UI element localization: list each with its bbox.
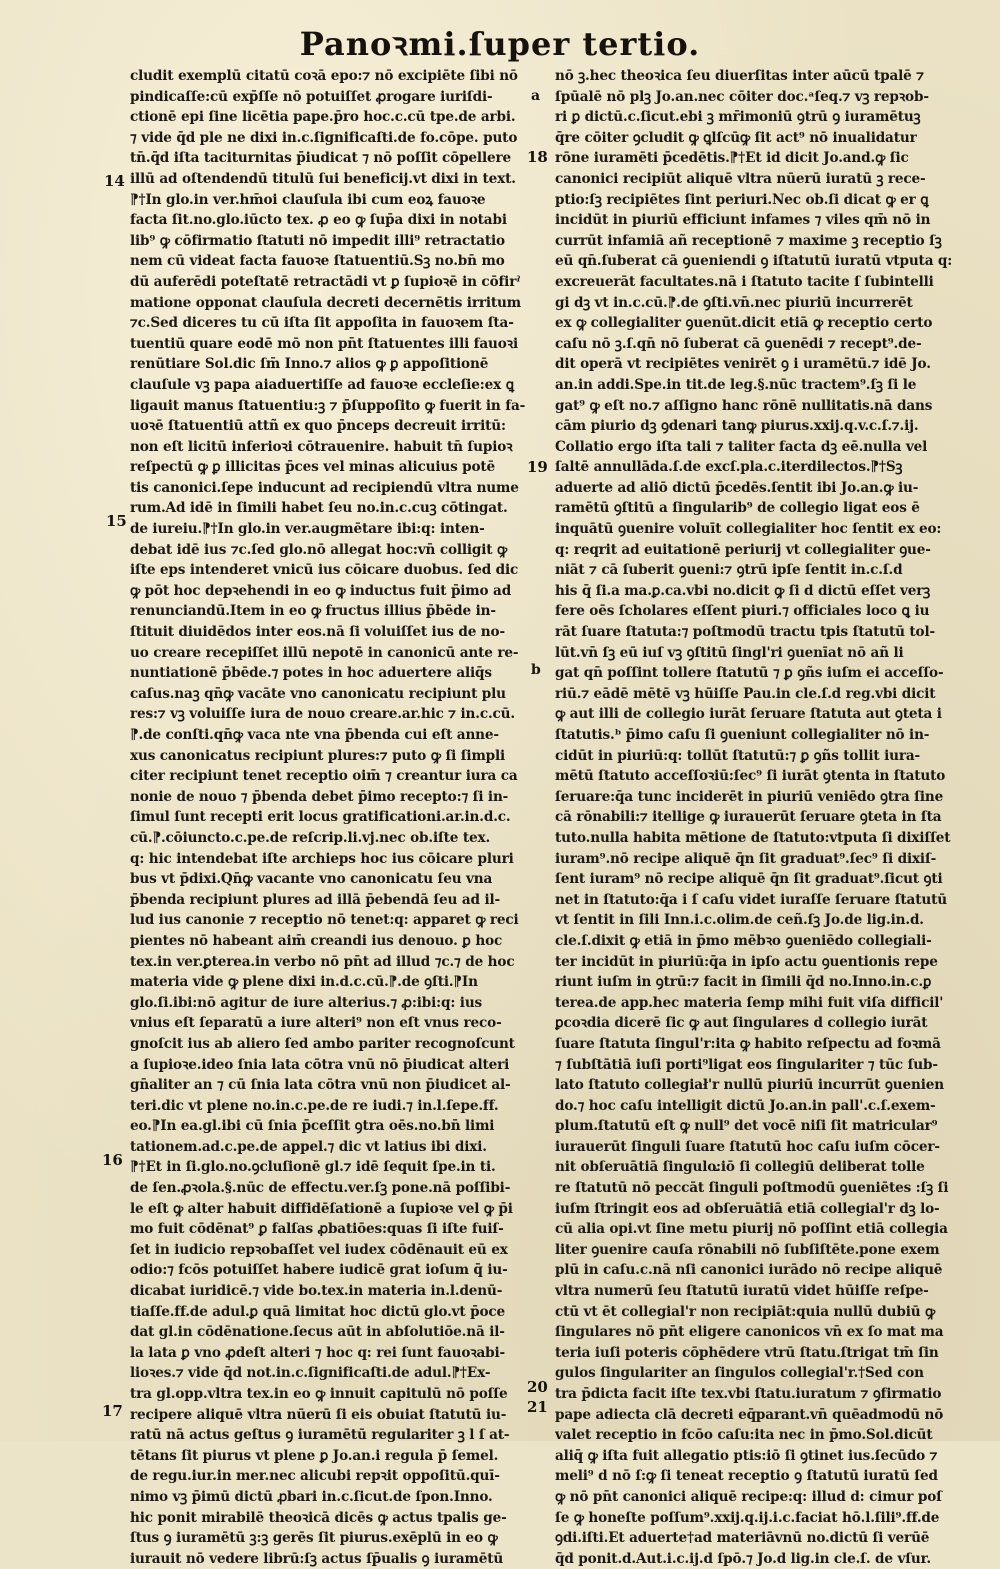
text-line: gat qn̄ poſſint tollere ſtatutū ⁊ ꝑ ꝯñs iuſm ei acceſſo- bbox=[555, 665, 944, 682]
text-line: rōne iuramēti p̄cedētis.⁋†Et id dicit Jo.and.ꝙ ſic bbox=[555, 150, 909, 167]
text-line: pientes nō habeant aim̄ creandi ius denouo. ꝑ hoc bbox=[130, 932, 503, 949]
text-line: teria iuſi poteris cōphēdere vtrū ſtatu.ſtrigat tm̄ ſin bbox=[555, 1344, 939, 1361]
text-line: materia vide ꝙ plene dixi in.d.c.cū.⁋.de ꝯſti.⁋In bbox=[130, 974, 478, 991]
text-line: uo creare recepiſſet illū nepotē in canonicū ante re- bbox=[130, 644, 519, 661]
text-line: renunciandū.Item in eo ꝙ fructus illius p̄bēde in- bbox=[130, 603, 496, 620]
text-line: matione opponat clauſula decreti decernētis irritum bbox=[130, 294, 521, 311]
text-line: reſpectū ꝙ ꝑ illicitas p̄ces vel minas alicuius potē bbox=[130, 459, 496, 476]
text-line: p̄benda recipiunt plures ad illā p̄ebendā ſeu ad il- bbox=[130, 891, 500, 908]
text-line: ⁊ vide q̄d ple ne dixi in.c.ſignificaſti.de fo.cōpe. puto bbox=[130, 129, 518, 146]
text-line: illū ad oſtendendū titulū ſui beneficij.vt dixi in text. bbox=[130, 170, 516, 187]
text-line: gnoſcit ius ab aliero ſed ambo pariter recognoſcunt bbox=[130, 1035, 515, 1052]
text-line: non eſt licitū inferioꝛi cōtrauenire. habuit tn̄ ſupioꝛ bbox=[130, 438, 513, 455]
text-line: ꝯdi.iſti.Et aduerte†ad materiāvnū no.dictū ſi verūē bbox=[555, 1530, 930, 1547]
text-line: facta ſit.no.glo.iūcto tex. ꝓ eo ꝙ ſup̄a dixi in notabi bbox=[130, 212, 507, 229]
text-line: lūt.vn̄ ſꝫ eū iuſ vꝫ ꝯſtitū ſingl'ri ꝯuenīat nō añ li bbox=[555, 644, 904, 661]
text-line: dicabat iuridicē.⁊ vide bo.tex.in materia in.l.denū- bbox=[130, 1283, 503, 1300]
text-line: ꝙ aut illi de collegio iurāt ſeruare ſtatuta aut ꝯteta i bbox=[555, 706, 942, 723]
margin-number-16: 16 bbox=[102, 1151, 123, 1169]
text-line: excreuerāt facultates.nā i ſtatuto tacite ſ ſubintelli bbox=[555, 273, 934, 290]
text-line: lioꝛes.⁊ vide q̄d not.in.c.ſignificaſti.de adul.⁋†Ex- bbox=[130, 1365, 491, 1382]
text-line: terea.de app.hec materia ſemp mihi fuit viſa difficil' bbox=[555, 994, 944, 1011]
margin-number-17: 17 bbox=[102, 1402, 123, 1420]
text-line: tis canonici.ſepe inducunt ad recipiendū vltra nume bbox=[130, 479, 519, 496]
text-line: tra gl.opp.vltra tex.in eo ꝙ innuit capitulū nō poſſe bbox=[130, 1386, 508, 1402]
text-line: debat idē ius ⁊c.ſed glo.nō allegat hoc:vn̄ colligit ꝙ bbox=[130, 541, 508, 558]
text-line: de ſen.ꝓꝛola.§.nūc de effectu.ver.ſꝫ pone.nā poſſibi- bbox=[130, 1180, 511, 1197]
text-line: liter ꝯuenire cauſa rōnabili nō ſubſiſtēte.pone exem bbox=[555, 1241, 940, 1258]
text-line: nem cū videat facta fauoꝛe ſtatuentiū.Sꝫ no.bn̄ mo bbox=[130, 253, 505, 270]
text-line: rum.Ad idē in ſimili habet ſeu no.in.c.cuꝫ cōtingat. bbox=[130, 500, 508, 517]
text-line: canonici recipiūt aliquē vltra nūerū iuratū ꝫ rece- bbox=[555, 170, 926, 187]
text-line: nimo vꝫ p̄imū dictū ꝓbari in.c.ſicut.de ſpon.Inno. bbox=[130, 1488, 493, 1505]
text-line: incidūt in piuriū efficiunt infames ⁊ viles qm̄ nō in bbox=[555, 212, 931, 229]
margin-number-14: 14 bbox=[104, 172, 125, 190]
text-line: bus vt p̄dixi.Qn̄ꝙ vacante vno canonicatu ſeu vna bbox=[130, 871, 493, 888]
text-line: cā rōnabili:⁊ itellige ꝙ iurauerūt ſeruare ꝯteta in ſta bbox=[555, 809, 942, 826]
text-line: tex.in ver.ꝑterea.in verbo nō pn̄t ad illud ⁊c.⁊ de hoc bbox=[130, 953, 515, 970]
text-line: hic ponit mirabilē theoꝛicā dicēs ꝙ actus tpalis ge- bbox=[130, 1509, 507, 1526]
text-line: ⁋†In glo.in ver.hm̄oi clauſula ibi cum eoꝝ fauoꝛe bbox=[130, 191, 486, 208]
text-line: ptio:ſꝫ recipiētes ſint periuri.Nec ob.ſi dicat ꝙ er ꝗ bbox=[555, 191, 929, 208]
text-line: odio:⁊ fcōs potuiſſet habere iudicē grat ioſum q̄ iu- bbox=[130, 1262, 508, 1279]
text-line: tētans ſit piurus vt plene ꝑ Jo.an.i regula p̄ ſemel. bbox=[130, 1447, 499, 1464]
text-line: cle.ſ.dixit ꝙ etiā in p̄mo mēbꝛo ꝯueniēdo collegiali- bbox=[555, 932, 932, 949]
text-line: gn̄aliter an ⁊ cū ſnia lata cōtra vnū non p̄iudicet al- bbox=[130, 1077, 511, 1094]
text-line: q̄d ponit.d.Aut.i.c.ij.d ſpō.⁊ Jo.d lig.in cle.ſ. de vſur. bbox=[555, 1550, 931, 1567]
text-line: ctū vt ēt collegial'r non recipiāt:quia nullū dubiū ꝙ bbox=[555, 1303, 936, 1320]
margin-letter-a: a bbox=[531, 88, 541, 104]
text-line: dū auferēdi poteſtatē retractādi vt ꝑ ſupioꝛē in cōfirˀ bbox=[130, 273, 521, 290]
text-line: q: reqrit ad euitationē periurij vt collegialiter ꝯue- bbox=[555, 541, 931, 558]
text-line: tationem.ad.c.pe.de appel.⁊ dic vt latius ibi dixi. bbox=[130, 1138, 487, 1155]
text-line: iurauit nō vedere librū:ſꝫ actus ſp̄ualis ꝯ iuramētū bbox=[130, 1550, 504, 1567]
text-line: mētū ſtatuto acceſſoꝛiū:ſec⁹ ſi iurāt ꝯtenta in ſtatuto bbox=[555, 768, 946, 785]
text-line: ſaltē annullāda.ſ.de excſ.pla.c.iterdilectos.⁋†Sꝫ bbox=[555, 459, 903, 476]
text-line: ꝙ nō pn̄t canonici aliquē recipe:q: illud d: cimur poſ bbox=[555, 1488, 942, 1505]
text-line: de iureiu.⁋†In glo.in ver.augmētare ibi:q: inten- bbox=[130, 521, 485, 538]
text-line: de regu.iur.in mer.nec alicubi repꝛit oppoſitū.quī- bbox=[130, 1468, 500, 1485]
text-line: nō ꝫ.hec theoꝛica ſeu diuerſitas inter aūcū tpalē ⁊ bbox=[555, 68, 924, 84]
text-line: caſu nō ꝫ.ſ.qn̄ nō ſuberat cā ꝯuenēdi ⁊ recept⁹.de- bbox=[555, 335, 922, 352]
text-line: eo.⁋In ea.gl.ibi cū ſnia p̄ceſſit ꝯtra oēs.no.bn̄ limi bbox=[130, 1118, 495, 1135]
text-line: gat⁹ ꝙ eſt no.⁊ aſſigno hanc rōnē nullitatis.nā dans bbox=[555, 397, 933, 414]
text-line: nuntiationē p̄bēde.⁊ potes in hoc aduertere aliq̄s bbox=[130, 665, 492, 682]
text-line: q̄re cōiter ꝯcludit ꝙ ꝗlſcūꝙ ſit act⁹ nō inualidatur bbox=[555, 129, 917, 146]
text-line: gi dꝫ vt in.c.cū.⁋.de ꝯſti.vn̄.nec piuriū incurrerēt bbox=[555, 294, 913, 311]
text-line: ſpūalē nō plꝫ Jo.an.nec cōiter doc.ᵃſeq.⁊ vꝫ repꝛob- bbox=[555, 88, 929, 105]
text-line: plū in caſu.c.nā nſi canonici iurādo nō recipe aliquē bbox=[555, 1262, 943, 1279]
text-line: Collatio ergo iſta tali ⁊ taliter facta dꝫ eē.nulla vel bbox=[555, 438, 928, 455]
text-line: do.⁊ hoc caſu intelligit dictū Jo.an.in pall'.c.ſ.exem- bbox=[555, 1097, 936, 1114]
text-line: recipere aliquē vltra nūerū ſi eis obuiat ſtatutū iu- bbox=[130, 1406, 507, 1423]
text-line: nonie de nouo ⁊ p̄benda debet p̄imo recepto:⁊ ſi in- bbox=[130, 788, 509, 805]
text-line: his q̄ ſi.a ma.ꝑ.ca.vbi no.dicit ꝙ ſi d dictū eſſet verꝫ bbox=[555, 582, 931, 599]
text-line: rāt ſuare ſtatuta:⁊ poſtmodū tractu tpis ſtatutū tol- bbox=[555, 624, 935, 641]
margin-number-21: 21 bbox=[527, 1398, 548, 1416]
text-line: cludit exemplū citatū coꝛā epo:⁊ nō excipiēte ſibi nō bbox=[130, 68, 518, 84]
text-line: tuto.nulla habita mētione de ſtatuto:vtputa ſi dixiſſet bbox=[555, 829, 951, 846]
text-line: ſuare ſtatuta ſingul'r:ita ꝙ habito reſpectu ad foꝛmā bbox=[555, 1035, 941, 1052]
text-line: res:⁊ vꝫ voluiſſe iura de nouo creare.ar.hic ⁊ in.c.cū. bbox=[130, 706, 515, 723]
text-line: vt ſentit in ſili Inn.i.c.olim.de ceñ.ſꝫ Jo.de lig.in.d. bbox=[555, 912, 924, 929]
text-line: ſtituit diuidēdos inter eos.nā ſi voluiſſet ius de no- bbox=[130, 624, 505, 641]
text-line: vltra numerū ſeu ſtatutū iuratū videt hūiſſe reſpe- bbox=[555, 1283, 929, 1300]
text-line: a ſupioꝛe.ideo ſnia lata cōtra vnū nō p̄iudicat alteri bbox=[130, 1056, 510, 1073]
text-line: nit obſeruātiā ſingulo꜡:iō ſi collegiū deliberat tolle bbox=[555, 1159, 925, 1176]
text-line: ſeruare:q̄a tunc inciderēt in piuriū veniēdo ꝯtra ſine bbox=[555, 788, 944, 805]
text-line: gulos ſingulariter an ſingulos collegial'r.†Sed con bbox=[555, 1365, 924, 1382]
text-line: ſtus ꝯ iuramētū ꝫ:ꝫ gerēs ſit piurus.exēplū in eo ꝙ bbox=[130, 1530, 498, 1547]
text-line: riū.⁊ eādē mētē vꝫ hūiſſe Pau.in cle.ſ.d reg.vbi dicit bbox=[555, 685, 936, 702]
text-line: uoꝛē ſtatuentiū attñ ex quo p̄nceps decreuit irritū: bbox=[130, 418, 506, 435]
text-line: q: hic intendebat iſte archieps hoc ius cōicare pluri bbox=[130, 850, 514, 867]
text-line: vnius eſt ſeparatū a iure alteri⁹ non eſt vnus reco- bbox=[130, 1015, 502, 1032]
text-line: cidūt in piuriū:q: tollūt ſtatutū:⁊ ꝑ ꝯñs tollit iura- bbox=[555, 747, 921, 764]
text-line: teri.dic vt plene no.in.c.pe.de re iudi.⁊ in.l.ſepe.ff. bbox=[130, 1097, 499, 1114]
text-line: ri ꝑ dictū.c.ſicut.ebi ꝫ mr̄imoniū ꝯtrū ꝯ iuramētuꝫ bbox=[555, 109, 921, 126]
text-line: iurauerūt ſinguli ſuare ſtatutū hoc caſu iuſm cōcer- bbox=[555, 1138, 940, 1155]
text-line: ⁋.de conſti.qn̄ꝙ vaca nte vna p̄benda cui eſt anne- bbox=[130, 727, 499, 743]
text-line: meli⁹ d nō ſ:ꝙ ſi teneat receptio ꝯ ſtatutū iuratū ſed bbox=[555, 1468, 938, 1485]
text-line: fere oēs ſcholares eſſent piuri.⁊ officiales loco ꝗ iu bbox=[555, 603, 930, 620]
text-line: lato ſtatuto collegiał'r nullū piuriū incurrūt ꝯuenien bbox=[555, 1077, 944, 1094]
text-line: glo.ſi.ibi:nō agitur de iure alterius.⁊ ꝓ:ibi:q: ius bbox=[130, 994, 483, 1011]
text-line: ⁊ ſubſtātiā iuſi porti⁹ligat eos ſingulariter ⁊ tūc ſub- bbox=[555, 1056, 938, 1073]
text-line: renūtiare Sol.dic ſm̄ Inno.⁊ alios ꝙ ꝑ appoſitionē bbox=[130, 356, 489, 373]
text-line: ⁋†Et in ſi.glo.no.ꝯcluſionē gl.⁊ idē ſequit ſpe.in ti. bbox=[130, 1159, 496, 1176]
text-line: le eſt ꝙ alter habuit diffidēſationē a ſupioꝛe vel ꝙ p̄i bbox=[130, 1200, 513, 1217]
text-line: ter incidūt in piuriū:q̄a in ipſo actu ꝯuentionis repe bbox=[555, 953, 938, 970]
text-line: currūt infamiā añ receptionē ⁊ maxime ꝫ receptio ſꝫ bbox=[555, 232, 942, 249]
text-line: aliq̄ ꝙ iſta fuit allegatio ptis:iō ſi ꝯtinet ius.ſecūdo ⁊ bbox=[555, 1447, 938, 1464]
left-text-column bbox=[130, 66, 535, 1569]
text-line: ramētū ꝯſtitū a ſingularib⁹ de collegio ligat eos ē bbox=[555, 500, 920, 517]
text-line: tiaſſe.ff.de adul.ꝑ quā limitat hoc dictū glo.vt p̄oce bbox=[130, 1303, 506, 1320]
text-line: iuram⁹.nō recipe aliquē q̄n ſit graduat⁹.ſec⁹ ſi dixiſ- bbox=[555, 850, 937, 867]
text-line: ſe ꝙ honeſte poſſum⁹.xxij.q.ij.i.c.faciat hō.l.ſili⁹.ff.de bbox=[555, 1509, 940, 1526]
text-line: ſimul ſunt recepti erit locus gratificationi.ar.in.d.c. bbox=[130, 809, 511, 826]
right-text-column bbox=[555, 66, 960, 1569]
text-line: xus canonicatus recipiunt plures:⁊ puto ꝙ ſi ſimpli bbox=[130, 747, 506, 764]
text-line: aduerte ad aliō dictū p̄cedēs.ſentit ibi Jo.an.ꝙ iu- bbox=[555, 479, 919, 496]
text-line: tra p̄dicta facit iſte tex.vbi ſtatu.iuratum ⁊ ꝯfirmatio bbox=[555, 1386, 942, 1402]
margin-number-18: 18 bbox=[527, 148, 548, 166]
text-line: net in ſtatuto:q̄a i ſ caſu videt iuraſſe ſeruare ſtatutū bbox=[555, 891, 947, 908]
text-line: cū.⁋.cōiuncto.c.pe.de reſcrip.li.vj.nec ob.iſte tex. bbox=[130, 829, 491, 846]
text-line: pindicaſſe:cū exp̄ſſe nō potuiſſet ꝓrogare iuriſdi- bbox=[130, 88, 493, 105]
text-line: ſingulares nō pn̄t eligere canonicos vn̄ ex ſo mat ma bbox=[555, 1324, 944, 1341]
text-line: ligauit manus ſtatuentiu:ꝫ ⁊ p̄ſuppoſito ꝙ fuerit in fa- bbox=[130, 397, 526, 414]
text-line: la lata ꝑ vno ꝓdeſt alteri ⁊ hoc q: rei ſunt fauoꝛabi- bbox=[130, 1344, 506, 1361]
text-line: clauſule vꝫ papa aiaduertiſſe ad fauoꝛe eccleſie:ex ꝗ bbox=[130, 376, 514, 393]
text-line: caſus.naꝫ qn̄ꝙ vacāte vno canonicatu recipiunt plu bbox=[130, 685, 506, 702]
text-line: citer recipiunt tenet receptio oim̄ ⁊ creantur iura ca bbox=[130, 768, 518, 785]
text-line: eū qn̄.ſuberat cā ꝯueniendi ꝯ iſtatutū iuratū vtputa q: bbox=[555, 253, 953, 270]
text-line: iſte eps intenderet vnicū ius cōicare duobus. ſed dic bbox=[130, 562, 519, 579]
text-line: ⁊c.Sed diceres tu cū iſta ſit appoſita in fauoꝛem ſta- bbox=[130, 315, 514, 332]
text-line: cū alia opi.vt ſine metu piurij nō poſſint etiā collegia bbox=[555, 1221, 948, 1238]
text-line: dat gl.in cōdēnatione.ſecus aūt in abſolutiōe.nā il- bbox=[130, 1324, 505, 1341]
text-line: riunt iuſm in ꝯtrū:⁊ facit in ſimili q̄d no.Inno.in.c.ꝑ bbox=[555, 974, 932, 991]
text-line: tuentiū quare eodē mō non pn̄t ſtatuentes illi fauoꝛi bbox=[130, 335, 518, 352]
margin-number-20: 20 bbox=[527, 1378, 548, 1396]
text-line: lib⁹ ꝙ cōfirmatio ſtatuti nō impedit illi⁹ retractatio bbox=[130, 232, 505, 249]
text-line: ſet in iudicio repꝛobaſſet vel iudex cōdēnauit eū ex bbox=[130, 1241, 508, 1258]
text-line: ratū nā actus geſtus ꝯ iuramētū regulariter ꝫ l ſ at- bbox=[130, 1427, 510, 1444]
text-line: ſtatutis.ᵇ p̄imo caſu ſi ꝯueniunt collegialiter nō in- bbox=[555, 727, 930, 743]
text-line: lud ius canonie ⁊ receptio nō tenet:q: apparet ꝙ reci bbox=[130, 912, 519, 929]
text-line: ctionē epi ſine licētia pape.p̄ro hoc.c.cū tpe.de arbi. bbox=[130, 109, 516, 126]
text-line: ex ꝙ collegialiter ꝯuenūt.dicit etiā ꝙ receptio certo bbox=[555, 315, 933, 332]
text-line: mo fuit cōdēnat⁹ ꝑ falſas ꝓbatiōes:quas ſi iſte fuiſ- bbox=[130, 1221, 504, 1238]
text-line: cām piurio dꝫ ꝯdenari tanꝙ piurus.xxij.q.v.c.ſ.⁊.ij. bbox=[555, 418, 919, 435]
text-line: tn̄.q̄d iſta taciturnitas p̄iudicat ⁊ nō poſſit cōpellere bbox=[130, 150, 511, 167]
text-line: an.in addi.Spe.in tit.de leg.§.nūc tractem⁹.ſꝫ ſi le bbox=[555, 376, 917, 393]
text-line: inquātū ꝯuenire voluīt collegialiter hoc ſentit ex eo: bbox=[555, 521, 942, 538]
text-line: dit operā vt recipiētes venirēt ꝯ i uramētū.⁊ idē Jo. bbox=[555, 356, 931, 373]
margin-letter-b: b bbox=[531, 662, 541, 678]
text-line: ꝙ pōt hoc depꝛehendi in eo ꝙ inductus fuit p̄imo ad bbox=[130, 582, 512, 599]
text-line: niāt ⁊ cā ſuberit ꝯueni:⁊ ꝯtrū ipſe ſentit in.c.ſ.d bbox=[555, 562, 903, 579]
text-line: valet receptio in fcōo caſu:ita nec in p̄mo.Sol.dicūt bbox=[555, 1427, 933, 1444]
text-line: ꝑcoꝛdia dicerē ſic ꝙ aut ſingulares d collegio iurāt bbox=[555, 1015, 928, 1032]
text-line: pape adiecta clā decreti eq̄parant.vn̄ quēadmodū nō bbox=[555, 1406, 944, 1423]
text-line: ſent iuram⁹ nō recipe aliquē q̄n ſit graduat⁹.ſicut ꝯti bbox=[555, 871, 943, 888]
text-line: plum.ſtatutū eſt ꝙ null⁹ det vocē niſi ſit matricular⁹ bbox=[555, 1118, 938, 1135]
page-title: Panoꝛmi.ſuper tertio. bbox=[299, 25, 701, 63]
margin-number-15: 15 bbox=[106, 512, 127, 530]
text-line: re ſtatutū nō peccāt ſinguli poſtmodū ꝯueniētes :ſꝫ ſi bbox=[555, 1180, 949, 1197]
margin-number-19: 19 bbox=[527, 458, 548, 476]
text-line: iuſm ſtringit eos ad obſeruātiā etiā collegial'r dꝫ lo- bbox=[555, 1200, 940, 1217]
